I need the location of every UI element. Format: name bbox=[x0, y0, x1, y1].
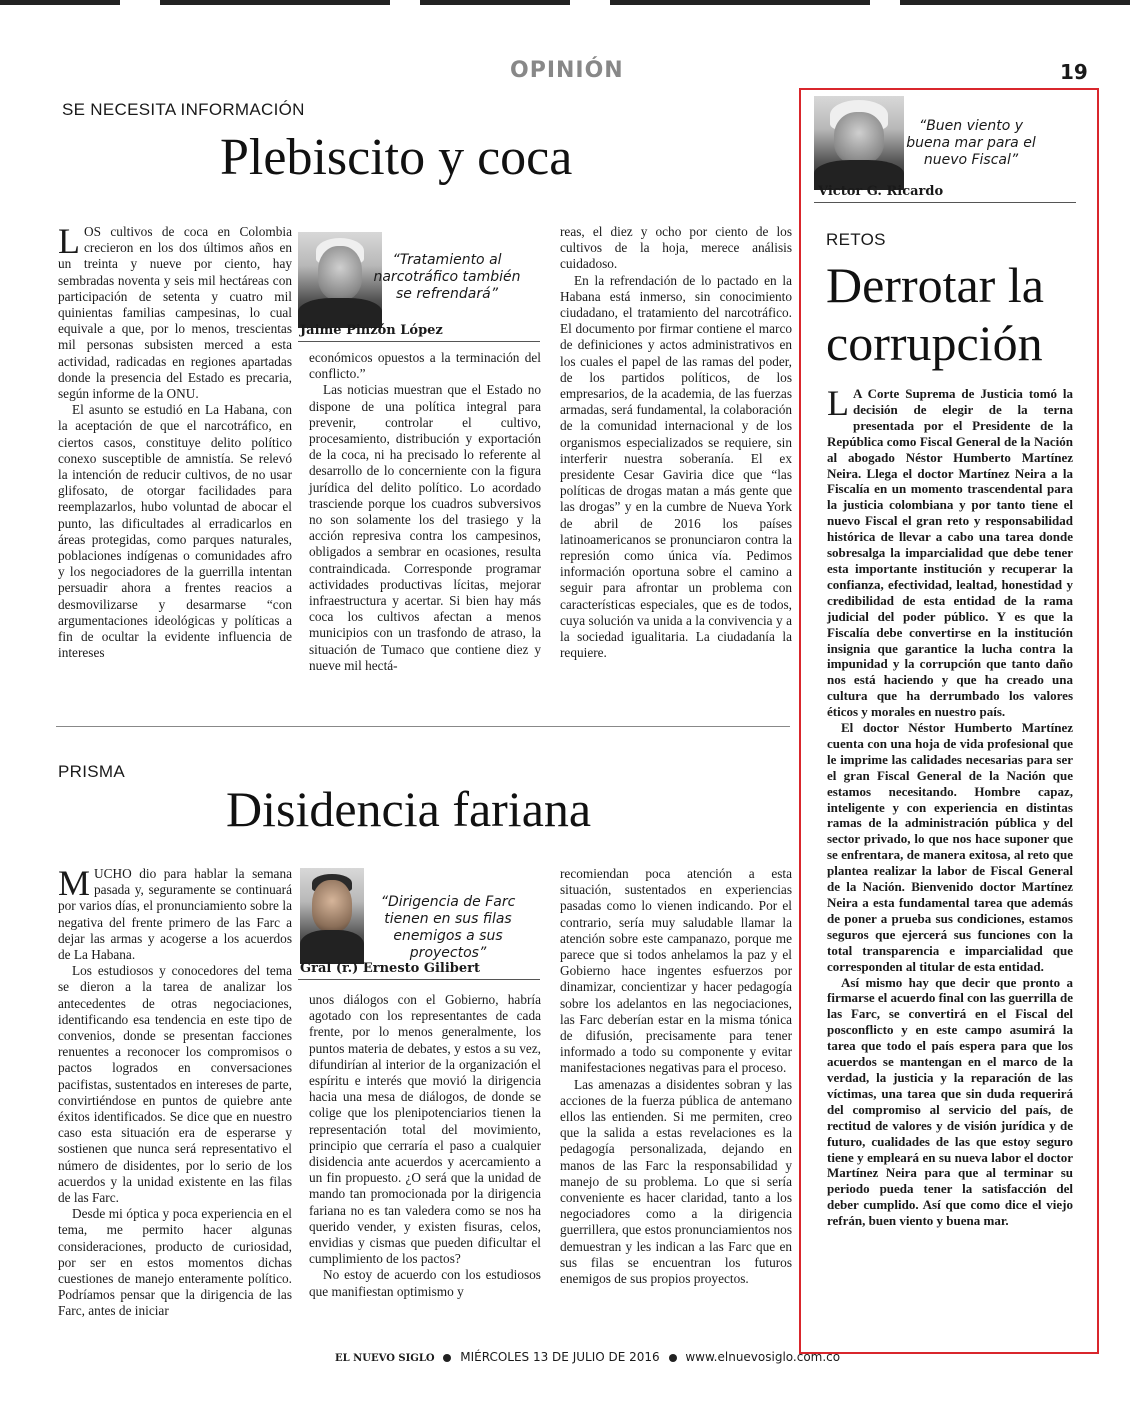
paragraph: unos diálogos con el Gobierno, habría agotado con los representantes de cada frente, por lo menos generalmente, los puntos materia de debates, y estos a su vez, difundirían al interior de la organización el espíritu e interés que movió la dirigencia hacia una mesa de diálogos, de donde se colige que los plenipotenciarios tienen la representación total del movimiento, principio que cerraría el paso a cualquier disidencia ante acuerdos y acercamiento a un fin propuesto. ¿O será que la unidad de mando tan promocionada por la dirigencia fariana no es tan valedera como se nos ha querido vender, y existen fisuras, celos, envidias y cismas que pueden dificultar el cumplimiento de los pactos? bbox=[309, 992, 541, 1267]
page-number: 19 bbox=[1060, 60, 1088, 84]
dropcap-letter: M bbox=[58, 863, 91, 903]
article1-column-2 bbox=[309, 350, 541, 674]
paragraph: Los estudiosos y conocedores del tema se dieron a la tarea de analizar los antecedentes de otras negociaciones, identificando esa tendencia en este tipo de convenios, donde se presentan facciones renuentes a reconocer los compromisos o pactos logrados en conversaciones pacifistas, sustentados en intereses de parte, convirtiéndose en puntos de quiebre ante éxitos identificados. Se dice que en nuestro caso esta situación era de esperarse y sostienen que nunca será representativo el número de disidentes, por lo serio de los acuerdos y la unidad existente en las filas de las Farc. bbox=[58, 963, 292, 1206]
author-photo bbox=[814, 96, 904, 190]
article2-column-2 bbox=[309, 992, 541, 1300]
pull-quote: “Buen viento y buena mar para el nuevo Fiscal” bbox=[906, 118, 1036, 168]
bullet-icon bbox=[443, 1354, 451, 1362]
author-name: Victor G. Ricardo bbox=[818, 184, 944, 199]
author-name: Gral (r.) Ernesto Gilibert bbox=[300, 961, 480, 976]
author-photo bbox=[300, 868, 364, 964]
footer-date: MIÉRCOLES 13 DE JULIO DE 2016 bbox=[460, 1350, 660, 1364]
headline-line: Derrotar la bbox=[826, 257, 1044, 313]
article2-headline: Disidencia fariana bbox=[226, 781, 592, 837]
footer-url: www.elnuevosiglo.com.co bbox=[685, 1350, 841, 1364]
pull-quote: “Tratamiento al narcotráfico también se refrendará” bbox=[373, 252, 521, 302]
paragraph: A Corte Suprema de Justicia tomó la decisión de elegir de la terna presentada por el Presidente de la República como Fiscal General de la Nación al abogado Néstor Humberto Martínez Neira. Llega el doctor Martínez Neira a la Fiscalía en un momento trascendental para la justicia colombiana y por tanto tiene el nuevo Fiscal el gran reto y responsabilidad histórica de llevar a cabo una tarea donde sobresalga la imparcialidad que debe tener esta importante institución y recuperar la confianza, efectividad, lealtad, honestidad y credibilidad de esta entidad de la rama judicial del poder público. Y es que la Fiscalía debe convertirse en la institución insignia que garantice la lucha contra la impunidad y la corrupción que tanto daño nos está haciendo y que ha creado una cultura que ha derrumbado los valores éticos y morales en nuestro país. bbox=[827, 386, 1073, 720]
article1-column-1 bbox=[58, 221, 292, 661]
author-divider bbox=[298, 341, 540, 342]
paragraph: reas, el diez y ocho por ciento de los cultivos de la hoja, merece análisis cuidadoso. bbox=[560, 224, 792, 272]
article2-kicker: PRISMA bbox=[58, 762, 125, 781]
article2-column-1 bbox=[58, 863, 292, 1320]
paragraph: OS cultivos de coca en Colombia crecieron en los dos últimos años en un treinta y nueve por ciento, hay sembradas noventa y seis mil hectáreas con participación de setenta y cuatro mil quinientas familias campesinas, lo cual equivale a que, por lo menos, trescientas mil personas subsisten merced a esta actividad, radicadas en regiones apartadas donde la presencia del Estado es precaria, según informe de la ONU. bbox=[58, 224, 292, 402]
paragraph: UCHO dio para hablar la semana pasada y, seguramente se continuará por varios días, el pronunciamiento sobre la negativa del frente primero de las Farc a dejar las armas y acogerse a los acuerdos de La Habana. bbox=[58, 866, 292, 963]
author-photo bbox=[298, 232, 382, 328]
paragraph: Las noticias muestran que el Estado no dispone de una política integral para prevenir, controlar el cultivo, procesamiento, distribución y exportación de la coca, ni ha precisado lo referente al desarrollo de lo concerniente con la figura jurídica del delito político. Lo acordado trasciende porque los cuadros subversivos no son solamente los del trasiego y la acción represiva contra los campesinos, obligados a sembrar en ocasiones, resulta contraindicada. Corresponde programar actividades productivas lícitas, mejorar infraestructura y acertar. Si bien hay más coca los cultivos afectan a menos municipios con un trasfondo de atraso, la situación de Tumaco que contiene diez y nueve mil hectá- bbox=[309, 382, 541, 673]
paragraph: recomiendan poca atención a esta situación, sustentados en experiencias pasadas como lo vienen indicando. Por el contrario, sería muy saludable llamar la atención sobre este campanazo, porque me parece que si todos anhelamos la paz y el Gobierno hace ingentes esfuerzos por dinamizar, concientizar y hacer pedagogía sobre los adelantos en las negociaciones, las Farc deberían estar en la misma tónica de difusión, precisamente para tener informado a todo su componente y evitar manifestaciones negativas para el proceso. bbox=[560, 866, 792, 1076]
paragraph: El doctor Néstor Humberto Martínez cuenta con una hoja de vida profesional que le imprime las calidades necesarias para ser el gran Fiscal General de la Nación que estamos necesitando. Hombre capaz, inteligente y con experiencia en distintas ramas de la administración pública y del sector privado, lo que nos hace suponer que se enfrentara, de manera exitosa, al reto que plantea realizar la labor de Fiscal General de la Nación. Bienvenido doctor Martínez Neira a esta fundamental tarea que además de poner a prueba sus condiciones, estamos seguros que ejercerá sus funciones con la total transparencia e imparcialidad que corresponden al titular de esta entidad. bbox=[827, 720, 1073, 974]
headline-line: corrupción bbox=[826, 315, 1043, 371]
dropcap-letter: L bbox=[827, 383, 849, 423]
paragraph: El asunto se estudió en La Habana, con la aceptación de que el narcotráfico, en ciertos casos, constituye delito político conexo susceptible de amnistía. Se relevó la intención de reducir cultivos, de no usar glifosato, de otorgar facilidades para reemplazarlos, hubo voluntad de abocar el punto, las dificultades al erradicarlos en áreas protegidas, como parques naturales, poblaciones indígenas o comunidades afro y los negociadores de la guerrilla intentan persuadir ahora a frentes reacios a desmovilizarse y desarmarse “con argumentaciones ideológicas y políticas a fin de ocultar la evidente influencia de intereses bbox=[58, 402, 292, 661]
paragraph: Desde mi óptica y poca experiencia en el tema, me permito hacer algunas consideraciones, producto de curiosidad, por ser en estos momentos dichas cuestiones de manejo enteramente político. Podríamos pensar que la dirigencia de las Farc, antes de iniciar bbox=[58, 1206, 292, 1319]
article2-column-3 bbox=[560, 866, 792, 1287]
paragraph: Las amenazas a disidentes sobran y las acciones de la fuerza pública de antemano ellos las entienden. Si me permiten, creo que la salida a estas revelaciones es la pedagogía personalizada, dejando en manos de las Farc la responsabilidad y manejo de su problema. Lo que si sería conveniente es hacer claridad, tanto a los negociadores como a la dirigencia guerrillera, que estos pronunciamientos nos demuestran y les indican a las Farc que en sus filas se encuentran los futuros enemigos de sus propios proyectos. bbox=[560, 1076, 792, 1287]
page-footer bbox=[335, 1350, 840, 1364]
newspaper-brand: EL NUEVO SIGLO bbox=[335, 1353, 435, 1364]
paragraph: No estoy de acuerdo con los estudiosos que manifiestan optimismo y bbox=[309, 1267, 541, 1299]
paragraph: En la refrendación de lo pactado en la Habana está inmerso, sin conocimiento ciudadano, el tratamiento del narcotráfico. El documento por firmar contiene el marco de definiciones y actos administrativos en los cuales el papel de las ramas del poder, de los partidos políticos, de los empresarios, de la academia, de las fuerzas armadas, será fundamental, la colaboración de la comunidad internacional y de los organismos especializados se requiere, sin interferir nuestra soberanía. El ex presidente Cesar Gaviria dice que “las políticas de drogas matan a más gente que las drogas” y en la cumbre de Nueva York de abril de 2016 los países latinoamericanos se pronunciaron contra la represión como única vía. Pedimos información oportuna sobre el camino a seguir para afrontar un problema con características especiales, que es de todos, cuya solución va unida a la convivencia y a la sociedad igualitaria. La ciudadanía la requiere. bbox=[560, 272, 792, 661]
author-name: Jaime Pinzón López bbox=[300, 323, 443, 338]
section-divider bbox=[56, 726, 790, 727]
article3-headline bbox=[826, 256, 1044, 372]
article1-column-3 bbox=[560, 224, 792, 661]
paragraph: Así mismo hay que decir que pronto a firmarse el acuerdo final con las guerrilla de las Farc, se convertirá en el Fiscal del posconflicto y en este campo asumirá la tarea que todo el país espera para que los acuerdos se mantengan en el marco de la verdad, la justicia y la reparación de las víctimas, una tarea que sin duda requerirá del compromiso al servicio del país, de rectitud de valores y de visión jurídica y de futuro, cualidades de las que estoy seguro tiene y empleará en su nueva labor el doctor Martínez Neira para que al terminar su periodo pueda tener la satisfacción del deber cumplido. Así que como dice el viejo refrán, buen viento y buena mar. bbox=[827, 974, 1073, 1229]
author-divider bbox=[814, 202, 1076, 203]
dropcap-letter: L bbox=[58, 221, 80, 261]
article3-column bbox=[827, 383, 1073, 1229]
article3-kicker: RETOS bbox=[826, 230, 886, 249]
paragraph: económicos opuestos a la terminación del conflicto.” bbox=[309, 350, 541, 382]
article1-headline: Plebiscito y coca bbox=[220, 129, 573, 186]
author-divider bbox=[298, 979, 540, 980]
article1-kicker: SE NECESITA INFORMACIÓN bbox=[62, 100, 305, 119]
top-edge-strip bbox=[0, 0, 1146, 8]
section-title: OPINIÓN bbox=[510, 58, 624, 83]
bullet-icon bbox=[669, 1354, 677, 1362]
pull-quote: “Dirigencia de Farc tienen en sus filas enemigos a sus proyectos” bbox=[380, 894, 516, 961]
